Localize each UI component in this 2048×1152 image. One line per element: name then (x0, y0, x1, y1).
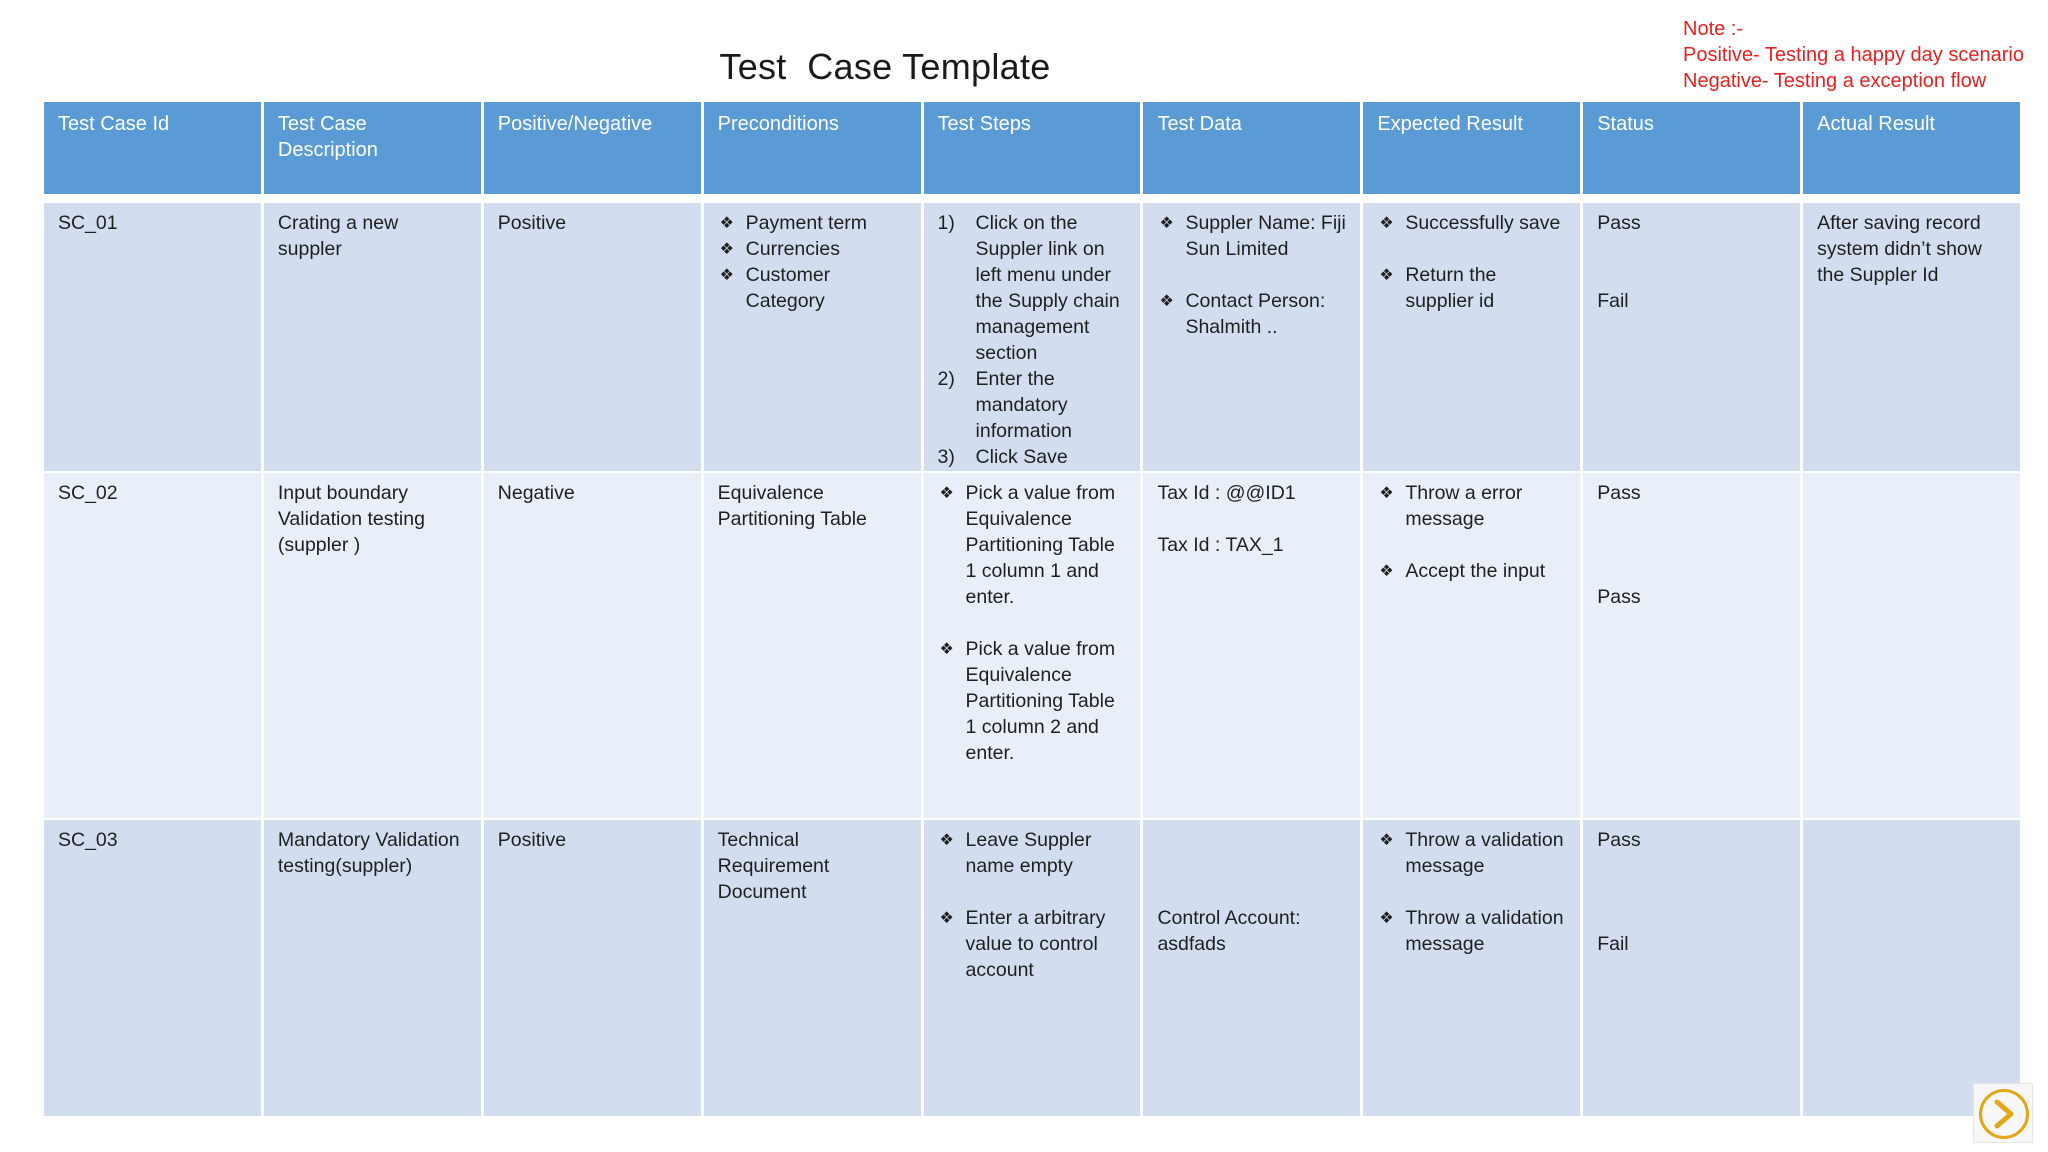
cell-preconditions: Equivalence Partitioning Table (704, 473, 921, 818)
step-text: Click on the Suppler link on left menu under the Supply chain management section (975, 212, 1120, 364)
divider (1363, 196, 1580, 201)
cell-actual-result (1803, 820, 2020, 1116)
page-title: Test Case Template (719, 46, 1051, 87)
note-positive: Positive- Testing a happy day scenario (1683, 44, 2024, 66)
test-step-list (938, 210, 1127, 470)
expected-item: ❖ Successfully save (1377, 210, 1566, 236)
test-data-item: Tax Id : TAX_1 (1157, 534, 1284, 556)
test-data-item: ❖ Suppler Name: Fiji Sun Limited (1157, 210, 1346, 262)
cell-test-case-id: SC_02 (44, 473, 261, 818)
legend-note (1683, 16, 2024, 94)
test-step (938, 210, 1127, 366)
test-step: ❖ Enter a arbitrary value to control account (938, 905, 1127, 983)
cell-actual-result: After saving record system didn’t show the Suppler Id (1803, 203, 2020, 471)
divider (44, 196, 261, 201)
note-negative: Negative- Testing a exception flow (1683, 70, 1987, 92)
step-number: 3) (937, 446, 955, 468)
test-step: ❖ Leave Suppler name empty (938, 827, 1127, 879)
expected-item: ❖ Return the supplier id (1377, 262, 1566, 314)
divider (704, 196, 921, 201)
cell-type: Positive (484, 820, 701, 1116)
status-badge: Pass (1597, 482, 1641, 504)
next-slide-button[interactable] (1973, 1083, 2033, 1143)
header-preconditions: Preconditions (704, 102, 921, 194)
cell-description: Crating a new suppler (264, 203, 481, 471)
status-badge: Pass (1597, 586, 1641, 608)
cell-type: Negative (484, 473, 701, 818)
precondition-item: ❖ Currencies (718, 236, 907, 262)
cell-expected-result (1363, 203, 1580, 471)
precondition-list (718, 210, 907, 314)
cell-status (1583, 820, 1800, 1116)
cell-test-steps (924, 203, 1141, 471)
cell-test-case-id: SC_03 (44, 820, 261, 1116)
cell-description: Mandatory Validation testing(suppler) (264, 820, 481, 1116)
chevron-right-icon (1991, 1098, 2017, 1130)
cell-preconditions: Technical Requirement Document (704, 820, 921, 1116)
divider (1143, 196, 1360, 201)
cell-test-steps (924, 820, 1141, 1116)
test-step: ❖ Pick a value from Equivalence Partitioning Table 1 column 1 and enter. (938, 480, 1127, 610)
header-description: Test Case Description (264, 102, 481, 194)
status-badge: Pass (1597, 212, 1641, 234)
step-text: Click Save (975, 446, 1068, 468)
step-number: 2) (937, 368, 955, 390)
header-status: Status (1583, 102, 1800, 194)
test-data-item: ❖ Contact Person: Shalmith .. (1157, 288, 1346, 340)
cell-test-data (1143, 473, 1360, 818)
test-step (938, 366, 1127, 444)
header-actual-result: Actual Result (1803, 102, 2020, 194)
cell-type: Positive (484, 203, 701, 471)
cell-status (1583, 203, 1800, 471)
header-test-case-id: Test Case Id (44, 102, 261, 194)
header-test-steps: Test Steps (924, 102, 1141, 194)
divider (484, 196, 701, 201)
precondition-item: ❖ Customer Category (718, 262, 907, 314)
test-step (938, 444, 1127, 470)
cell-test-data (1143, 203, 1360, 471)
precondition-item: ❖ Payment term (718, 210, 907, 236)
test-data-list (1157, 210, 1346, 340)
header-expected-result: Expected Result (1363, 102, 1580, 194)
divider (1583, 196, 1800, 201)
expected-list (1377, 480, 1566, 584)
cell-expected-result (1363, 473, 1580, 818)
test-data-item: Tax Id : @@ID1 (1157, 482, 1296, 504)
test-step-list (938, 480, 1127, 766)
divider (264, 196, 481, 201)
divider (1803, 196, 2020, 201)
test-step: ❖ Pick a value from Equivalence Partitioning Table 1 column 2 and enter. (938, 636, 1127, 766)
expected-item: ❖ Throw a validation message (1377, 905, 1566, 957)
status-badge: Fail (1597, 933, 1629, 955)
status-badge: Fail (1597, 290, 1629, 312)
cell-test-case-id: SC_01 (44, 203, 261, 471)
test-step-list (938, 827, 1127, 983)
note-heading: Note :- (1683, 18, 1744, 40)
expected-list (1377, 827, 1566, 957)
divider (924, 196, 1141, 201)
cell-test-steps (924, 473, 1141, 818)
cell-preconditions (704, 203, 921, 471)
expected-item: ❖ Accept the input (1377, 558, 1566, 584)
cell-test-data (1143, 820, 1360, 1116)
step-number: 1) (937, 212, 955, 234)
cell-actual-result (1803, 473, 2020, 818)
header-positive-negative: Positive/Negative (484, 102, 701, 194)
cell-status (1583, 473, 1800, 818)
expected-list (1377, 210, 1566, 314)
test-case-table (44, 102, 2020, 1116)
header-test-data: Test Data (1143, 102, 1360, 194)
cell-description: Input boundary Validation testing (suppler ) (264, 473, 481, 818)
expected-item: ❖ Throw a error message (1377, 480, 1566, 532)
cell-expected-result (1363, 820, 1580, 1116)
test-data-item: Control Account: asdfads (1157, 907, 1301, 955)
step-text: Enter the mandatory information (975, 368, 1073, 442)
expected-item: ❖ Throw a validation message (1377, 827, 1566, 879)
status-badge: Pass (1597, 829, 1641, 851)
